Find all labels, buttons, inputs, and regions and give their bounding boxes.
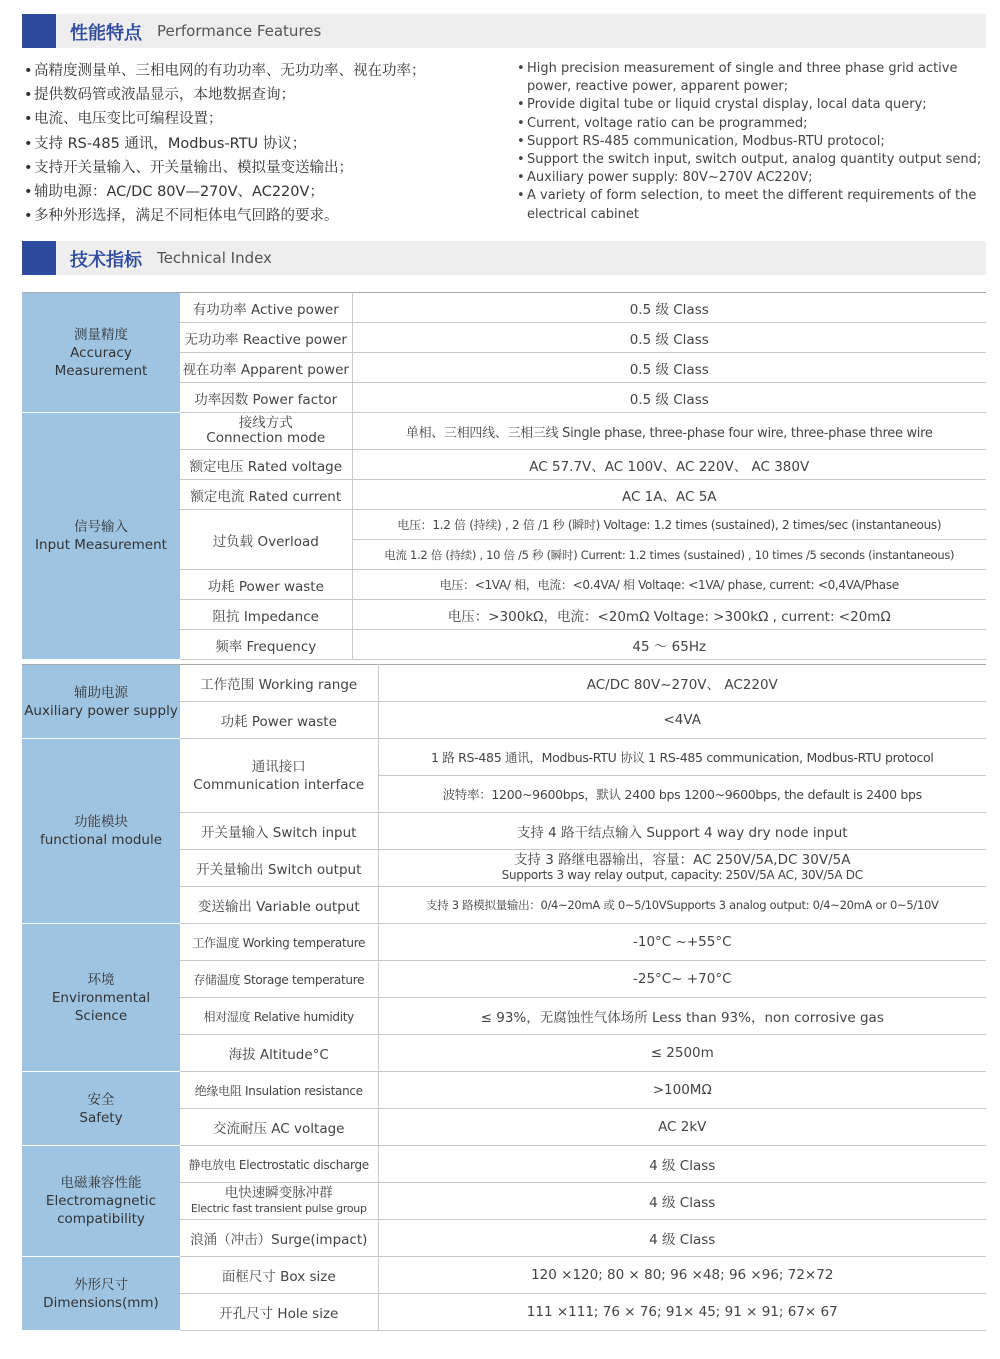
group-label-zh: 安全 — [87, 1091, 115, 1108]
param-label: 海拔 Altitude°C — [180, 1035, 378, 1072]
param-value: 4 级 Class — [378, 1220, 986, 1257]
param-value-line: Supports 3 way relay output, capacity: 250V/5A AC, 30V/5A DC — [501, 868, 863, 882]
group-label-en: Safety — [79, 1109, 123, 1126]
param-label: 视在功率 Apparent power — [180, 353, 352, 383]
param-label: 存储温度 Storage temperature — [180, 961, 378, 998]
feature-item: • 多种外形选择，满足不同柜体电气回路的要求。 — [24, 204, 494, 228]
group-label-en: Environmental Science — [51, 989, 151, 1024]
features-list-en — [517, 60, 991, 224]
group-env — [22, 924, 180, 1072]
table-row — [22, 293, 986, 323]
param-value: 电压：>300kΩ，电流：<20mΩ Voltage: >300kΩ , current: <20mΩ — [352, 600, 986, 630]
param-label: 相对湿度 Relative humidity — [180, 998, 378, 1035]
param-label: 交流耐压 AC voltage — [180, 1109, 378, 1146]
param-value: 111 ×111; 76 × 76; 91× 45; 91 × 91; 67× 67 — [378, 1294, 986, 1331]
param-label-en: Connection mode — [206, 430, 326, 446]
param-value: 1 路 RS-485 通讯，Modbus-RTU 协议 1 RS-485 communication, Modbus-RTU protocol — [378, 739, 986, 776]
group-label-zh: 功能模块 — [74, 814, 128, 830]
group-label-en: functional module — [39, 832, 163, 848]
table-row — [22, 665, 986, 702]
table-row — [22, 739, 986, 776]
param-label: 工作范围 Working range — [180, 665, 378, 702]
param-value: 电压：<1VA/ 相，电流：<0.4VA/ 相 Voltaqe: <1VA/ phase, current: <0,4VA/Phase — [352, 570, 986, 600]
param-value: -25°C~ +70°C — [378, 961, 986, 998]
group-emc — [22, 1146, 180, 1257]
param-value: AC 1A、AC 5A — [352, 480, 986, 510]
param-value: 支持 4 路干结点输入 Support 4 way dry node input — [378, 813, 986, 850]
table-row — [22, 924, 986, 961]
param-label: 功耗 Power waste — [180, 570, 352, 600]
param-label: 开关量输出 Switch output — [180, 850, 378, 887]
param-label: 绝缘电阻 Insulation resistance — [180, 1072, 378, 1109]
spec-table-1-wrapper — [22, 292, 986, 655]
param-value: <4VA — [378, 702, 986, 739]
param-label — [180, 739, 378, 813]
performance-features-header — [22, 14, 986, 48]
param-label: 变送输出 Variable output — [180, 887, 378, 924]
feature-item: • Support RS-485 communication, Modbus-RTU protocol; — [517, 133, 991, 151]
group-label-en: Dimensions(mm) — [43, 1294, 159, 1311]
param-label: 功率因数 Power factor — [180, 383, 352, 413]
param-value: ≤ 93%，无腐蚀性气体场所 Less than 93%，non corrosive gas — [378, 998, 986, 1035]
param-label: 阻抗 Impedance — [180, 600, 352, 630]
feature-item: • A variety of form selection, to meet the different requirements of the electrical cabinet — [517, 187, 991, 223]
group-label-zh: 电磁兼容性能 — [60, 1175, 142, 1191]
param-value: 单相、三相四线、三相三线 Single phase, three-phase four wire, three-phase three wire — [352, 413, 986, 450]
group-safety — [22, 1072, 180, 1146]
param-label — [180, 413, 352, 450]
feature-item: • Auxiliary power supply: 80V~270V AC220V; — [517, 169, 991, 187]
table-row — [22, 1072, 986, 1109]
section-title-zh: 技术指标 — [70, 250, 142, 271]
param-label — [180, 1183, 378, 1220]
param-value: 支持 3 路模拟量输出：0/4~20mA 或 0~5/10VSupports 3 analog output: 0/4~20mA or 0~5/10V — [378, 887, 986, 924]
param-label: 浪涌（冲击）Surge(impact) — [180, 1220, 378, 1257]
param-value: 0.5 级 Class — [352, 353, 986, 383]
param-label: 静电放电 Electrostatic discharge — [180, 1146, 378, 1183]
group-label-en: Accuracy Measurement — [54, 344, 148, 379]
param-label: 无功功率 Reactive power — [180, 323, 352, 353]
param-value: ≤ 2500m — [378, 1035, 986, 1072]
feature-item: • Support the switch input, switch output, analog quantity output send; — [517, 151, 991, 169]
feature-item: • 支持 RS-485 通讯，Modbus-RTU 协议； — [24, 132, 494, 156]
param-value: -10°C ~+55°C — [378, 924, 986, 961]
table-row — [22, 1146, 986, 1183]
feature-item: • High precision measurement of single and three phase grid active power, reactive power, apparent power; — [517, 60, 991, 96]
group-label-zh: 外形尺寸 — [74, 1276, 128, 1293]
technical-index-header — [22, 241, 986, 275]
group-label-en: Input Measurement — [35, 537, 167, 553]
param-value: 120 ×120; 80 × 80; 96 ×48; 96 ×96; 72×72 — [378, 1257, 986, 1294]
feature-item: • Provide digital tube or liquid crystal display, local data query; — [517, 96, 991, 114]
group-label-zh: 测量精度 — [74, 326, 128, 343]
param-label: 开孔尺寸 Hole size — [180, 1294, 378, 1331]
param-label: 过负载 Overload — [180, 510, 352, 570]
param-label: 功耗 Power waste — [180, 702, 378, 739]
group-label-zh: 信号输入 — [74, 519, 128, 535]
param-label-en: Electric fast transient pulse group — [190, 1202, 367, 1215]
features-list-zh — [24, 59, 494, 228]
section-title-en: Technical Index — [157, 249, 272, 267]
param-value: 0.5 级 Class — [352, 323, 986, 353]
group-function — [22, 739, 180, 924]
param-value: AC 2kV — [378, 1109, 986, 1146]
param-value: AC 57.7V、AC 100V、AC 220V、 AC 380V — [352, 450, 986, 480]
feature-item: • 辅助电源：AC/DC 80V—270V、AC220V； — [24, 180, 494, 204]
feature-item: • 提供数码管或液晶显示，本地数据查询； — [24, 83, 494, 107]
group-label-zh: 环境 — [87, 971, 115, 988]
section-marker — [22, 14, 56, 48]
section-title-en: Performance Features — [157, 22, 322, 40]
param-value: 电压：1.2 倍 (持续) , 2 倍 /1 秒 (瞬时) Voltage: 1.2 times (sustained), 2 times/sec (instantaneous) — [352, 510, 986, 540]
spec-table-1 — [22, 292, 986, 660]
param-label: 频率 Frequency — [180, 630, 352, 660]
group-label-zh: 辅助电源 — [74, 684, 128, 701]
section-marker — [22, 241, 56, 275]
section-title-zh: 性能特点 — [70, 23, 142, 44]
group-aux — [22, 665, 180, 739]
spec-table-2 — [22, 664, 986, 1331]
param-label: 额定电压 Rated voltage — [180, 450, 352, 480]
feature-item: • 电流、电压变比可编程设置； — [24, 107, 494, 131]
param-value: 0.5 级 Class — [352, 293, 986, 323]
param-label: 额定电流 Rated current — [180, 480, 352, 510]
group-label-en: Auxiliary power supply — [24, 702, 178, 719]
param-label: 开关量输入 Switch input — [180, 813, 378, 850]
table-row — [22, 1257, 986, 1294]
param-label-zh: 电快速瞬变脉冲群 — [224, 1185, 333, 1201]
feature-item: • 支持开关量输入、开关量输出、模拟量变送输出； — [24, 156, 494, 180]
param-value: 45 ～ 65Hz — [352, 630, 986, 660]
param-label: 工作温度 Working temperature — [180, 924, 378, 961]
param-value: >100MΩ — [378, 1072, 986, 1109]
param-label: 面框尺寸 Box size — [180, 1257, 378, 1294]
param-value: 4 级 Class — [378, 1183, 986, 1220]
feature-item: • 高精度测量单、三相电网的有功功率、无功功率、视在功率； — [24, 59, 494, 83]
table-row — [22, 413, 986, 450]
group-label-en: Electromagnetic compatibility — [45, 1193, 157, 1227]
group-dims — [22, 1257, 180, 1331]
param-value: AC/DC 80V~270V、 AC220V — [378, 665, 986, 702]
param-value: 4 级 Class — [378, 1146, 986, 1183]
group-accuracy — [22, 293, 180, 413]
param-value: 电流 1.2 倍 (持续) , 10 倍 /5 秒 (瞬时) Current: 1.2 times (sustained) , 10 times /5 seconds (instantaneous) — [352, 540, 986, 570]
param-value-line: 支持 3 路继电器输出，容量：AC 250V/5A,DC 30V/5A — [514, 852, 851, 868]
group-input — [22, 413, 180, 660]
param-label-zh: 接线方式 — [238, 415, 293, 431]
param-label-zh: 通讯接口 — [251, 758, 306, 775]
param-label-en: Communication interface — [193, 776, 365, 793]
param-label: 有功功率 Active power — [180, 293, 352, 323]
feature-item: • Current, voltage ratio can be programmed; — [517, 115, 991, 133]
param-value: 波特率：1200~9600bps，默认 2400 bps 1200~9600bps, the default is 2400 bps — [378, 776, 986, 813]
param-value: 0.5 级 Class — [352, 383, 986, 413]
param-value — [378, 850, 986, 887]
